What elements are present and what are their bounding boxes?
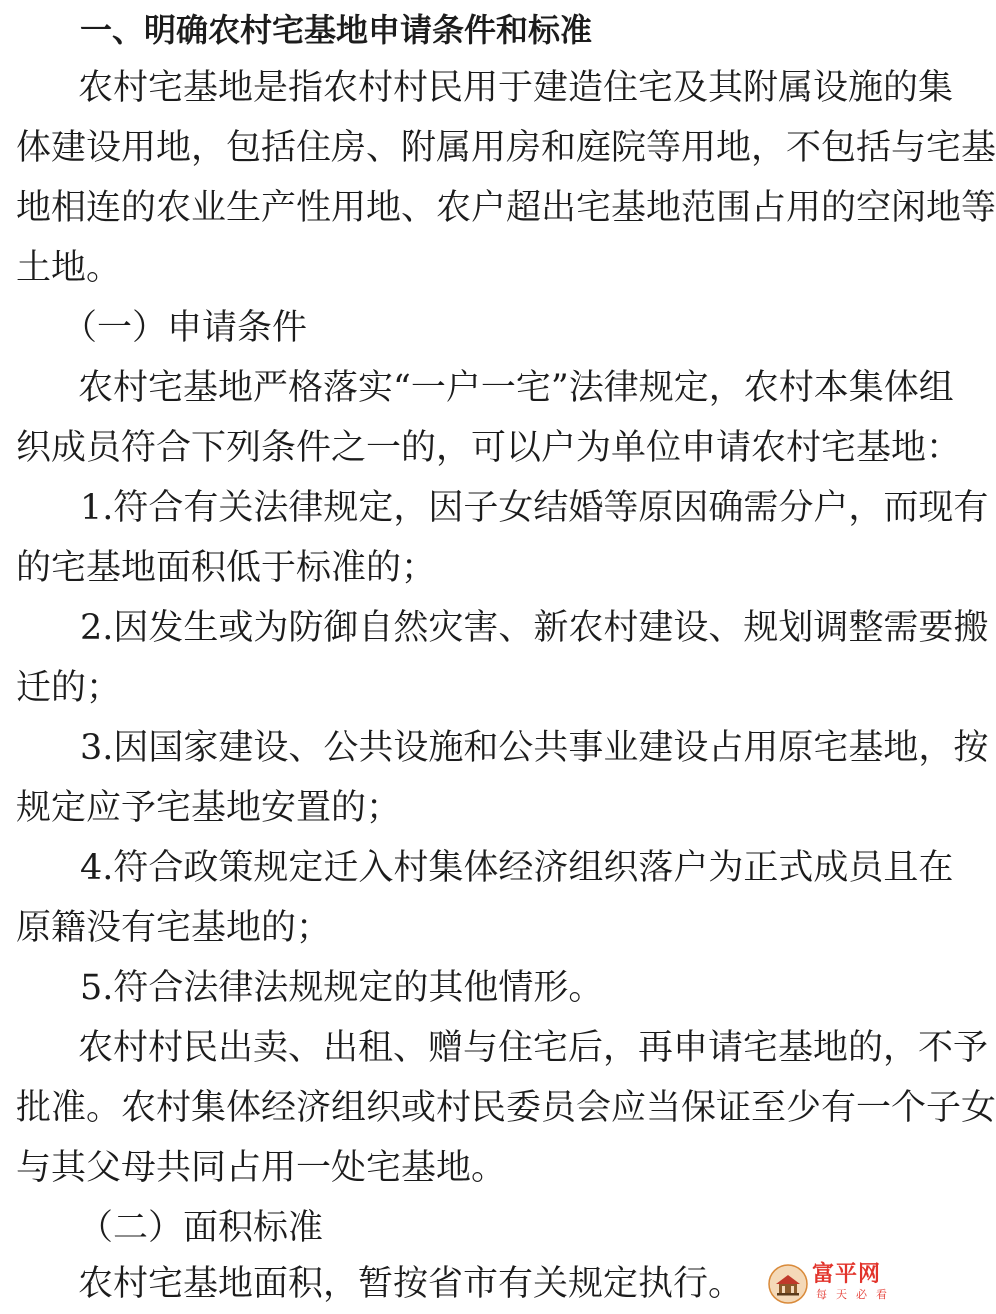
paragraph-line: 体建设用地，包括住房、附属用房和庭院等用地，不包括与宅基	[16, 128, 996, 168]
subsection-heading: （一）申请条件	[62, 308, 308, 348]
paragraph-line: 土地。	[16, 248, 122, 288]
temple-logo-icon	[768, 1264, 808, 1304]
list-item-line: 迁的；	[16, 668, 122, 708]
paragraph-line: 织成员符合下列条件之一的，可以户为单位申请农村宅基地：	[16, 428, 962, 468]
list-item-line: 原籍没有宅基地的；	[16, 908, 332, 948]
watermark-slogan: 每天必看	[816, 1288, 896, 1301]
list-item-line: 的宅基地面积低于标准的；	[16, 548, 437, 588]
site-watermark	[768, 1262, 896, 1306]
list-item-line: 1.符合有关法律规定，因子女结婚等原因确需分户，而现有	[80, 488, 989, 528]
section-heading: 一、明确农村宅基地申请条件和标准	[80, 11, 593, 49]
paragraph-line: 农村宅基地是指农村村民用于建造住宅及其附属设施的集	[78, 68, 954, 108]
paragraph-line: 农村宅基地面积，暂按省市有关规定执行。	[78, 1264, 744, 1304]
list-item-line: 3.因国家建设、公共设施和公共事业建设占用原宅基地，按	[80, 728, 989, 768]
list-item-line: 规定应予宅基地安置的；	[16, 788, 402, 828]
paragraph-line: 与其父母共同占用一处宅基地。	[16, 1148, 507, 1188]
list-item-line: 2.因发生或为防御自然灾害、新农村建设、规划调整需要搬	[80, 608, 989, 648]
list-item-line: 5.符合法律法规规定的其他情形。	[80, 968, 604, 1008]
paragraph-line: 批准。农村集体经济组织或村民委员会应当保证至少有一个子女	[16, 1088, 996, 1128]
paragraph-line: 地相连的农业生产性用地、农户超出宅基地范围占用的空闲地等	[16, 188, 996, 228]
watermark-name: 富平网	[812, 1262, 882, 1287]
subsection-heading: （二）面积标准	[78, 1208, 324, 1248]
list-item-line: 4.符合政策规定迁入村集体经济组织落户为正式成员且在	[80, 848, 954, 888]
paragraph-line: 农村村民出卖、出租、赠与住宅后，再申请宅基地的，不予	[78, 1028, 989, 1068]
paragraph-line: 农村宅基地严格落实“一户一宅”法律规定，农村本集体组	[78, 368, 954, 408]
